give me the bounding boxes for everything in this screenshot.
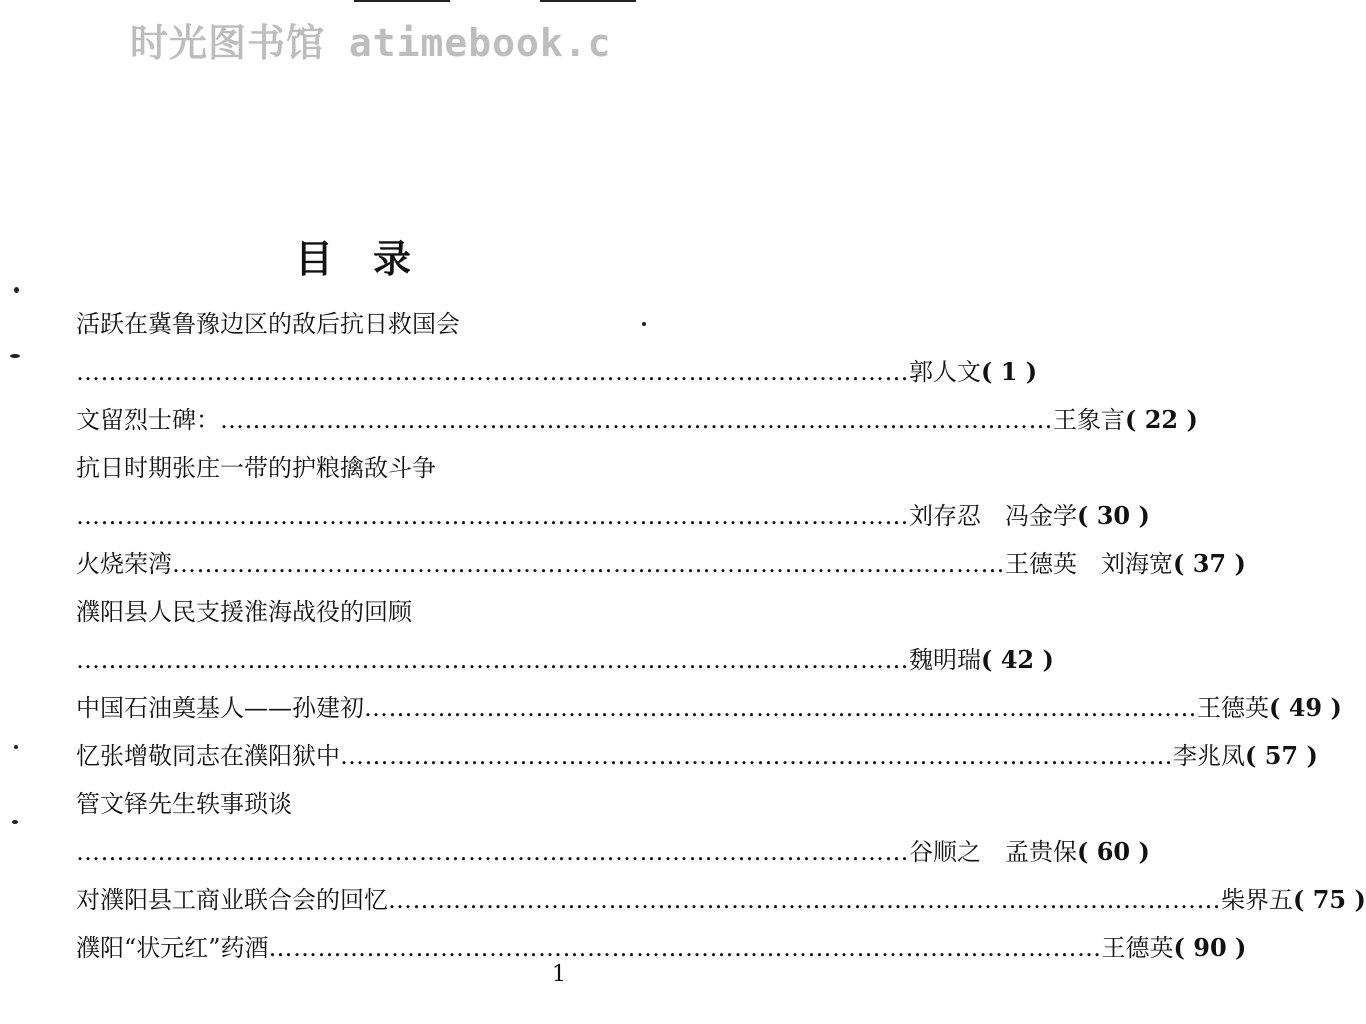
toc-entry-author: 郭人文	[909, 358, 981, 386]
scan-speck	[14, 745, 18, 749]
toc-entry	[76, 732, 1318, 780]
toc-entry-author: 魏明瑞	[909, 646, 981, 674]
scan-speck	[12, 820, 18, 824]
dot-leader: …………………………………………………………………………………………	[388, 886, 1221, 914]
toc-entry-page: ( 57 )	[1245, 741, 1318, 770]
toc-entry-page: ( 37 )	[1173, 549, 1246, 578]
toc-entry-title: 文留烈士碑：	[76, 406, 220, 434]
toc-entry	[76, 396, 1198, 444]
toc-entry-title: 抗日时期张庄一带的护粮擒敌斗争	[76, 454, 436, 482]
dot-leader: …………………………………………………………………………………………	[268, 934, 1102, 962]
toc-entry	[76, 876, 1366, 924]
toc-entry	[76, 636, 1054, 684]
toc-entry-page: ( 42 )	[981, 645, 1054, 674]
toc-entry-title: 濮阳“状元红”药酒	[76, 934, 269, 962]
toc-entry	[76, 684, 1342, 732]
toc-entry-page: ( 49 )	[1269, 693, 1342, 722]
toc-entry-author: 李兆凤	[1173, 742, 1245, 770]
toc-entry-author: 王德英 刘海宽	[1005, 550, 1173, 578]
toc-entry	[76, 540, 1246, 588]
dot-leader: …………………………………………………………………………………………	[172, 550, 1005, 578]
toc-entry	[76, 588, 604, 636]
toc-entry	[76, 492, 1150, 540]
table-of-contents	[76, 300, 1366, 972]
toc-entry	[76, 348, 1038, 396]
toc-entry	[76, 924, 1247, 972]
toc-entry-author: 谷顺之 孟贵保	[909, 838, 1077, 866]
page-number: 1	[552, 962, 566, 987]
scan-speck	[642, 322, 646, 326]
toc-entry-author: 王德英	[1101, 934, 1174, 962]
dot-leader: …………………………………………………………………………………………	[220, 406, 1053, 434]
page-title: 目录	[294, 236, 451, 281]
toc-entry-author: 刘存忍 冯金学	[909, 502, 1077, 530]
toc-entry-page: ( 90 )	[1173, 933, 1247, 962]
dot-leader: …………………………………………………………………………………………	[340, 742, 1173, 770]
toc-entry	[76, 444, 604, 492]
toc-entry-title: 活跃在冀鲁豫边区的敌后抗日救国会	[76, 310, 460, 338]
scan-speck	[10, 354, 20, 358]
toc-entry-title: 对濮阳县工商业联合会的回忆	[76, 886, 388, 914]
toc-entry	[76, 300, 604, 348]
toc-entry-page: ( 1 )	[981, 357, 1038, 386]
toc-entry-page: ( 60 )	[1077, 837, 1150, 866]
toc-entry-title: 中国石油奠基人——孙建初	[76, 694, 364, 722]
toc-entry-author: 王德英	[1197, 694, 1269, 722]
dot-leader: …………………………………………………………………………………………	[364, 694, 1197, 722]
toc-entry-page: ( 75 )	[1293, 885, 1366, 914]
top-rule-right	[540, 0, 636, 2]
scan-speck	[14, 287, 19, 293]
top-rule-left	[354, 0, 450, 2]
toc-entry-page: ( 22 )	[1125, 405, 1198, 434]
dot-leader: …………………………………………………………………………………………	[76, 358, 909, 386]
watermark: 时光图书馆 atimebook.c	[130, 21, 612, 65]
toc-entry-title: 管文铎先生轶事琐谈	[76, 790, 292, 818]
toc-entry-title: 火烧荣湾	[76, 550, 172, 578]
dot-leader: …………………………………………………………………………………………	[76, 646, 909, 674]
toc-entry-author: 王象言	[1053, 406, 1125, 434]
toc-entry-title: 濮阳县人民支援淮海战役的回顾	[76, 598, 412, 626]
dot-leader: …………………………………………………………………………………………	[76, 838, 909, 866]
toc-entry	[76, 780, 604, 828]
toc-entry-author: 柴界五	[1221, 886, 1293, 914]
dot-leader: …………………………………………………………………………………………	[76, 502, 909, 530]
toc-entry	[76, 828, 1150, 876]
toc-entry-page: ( 30 )	[1077, 501, 1150, 530]
toc-entry-title: 忆张增敬同志在濮阳狱中	[76, 742, 340, 770]
